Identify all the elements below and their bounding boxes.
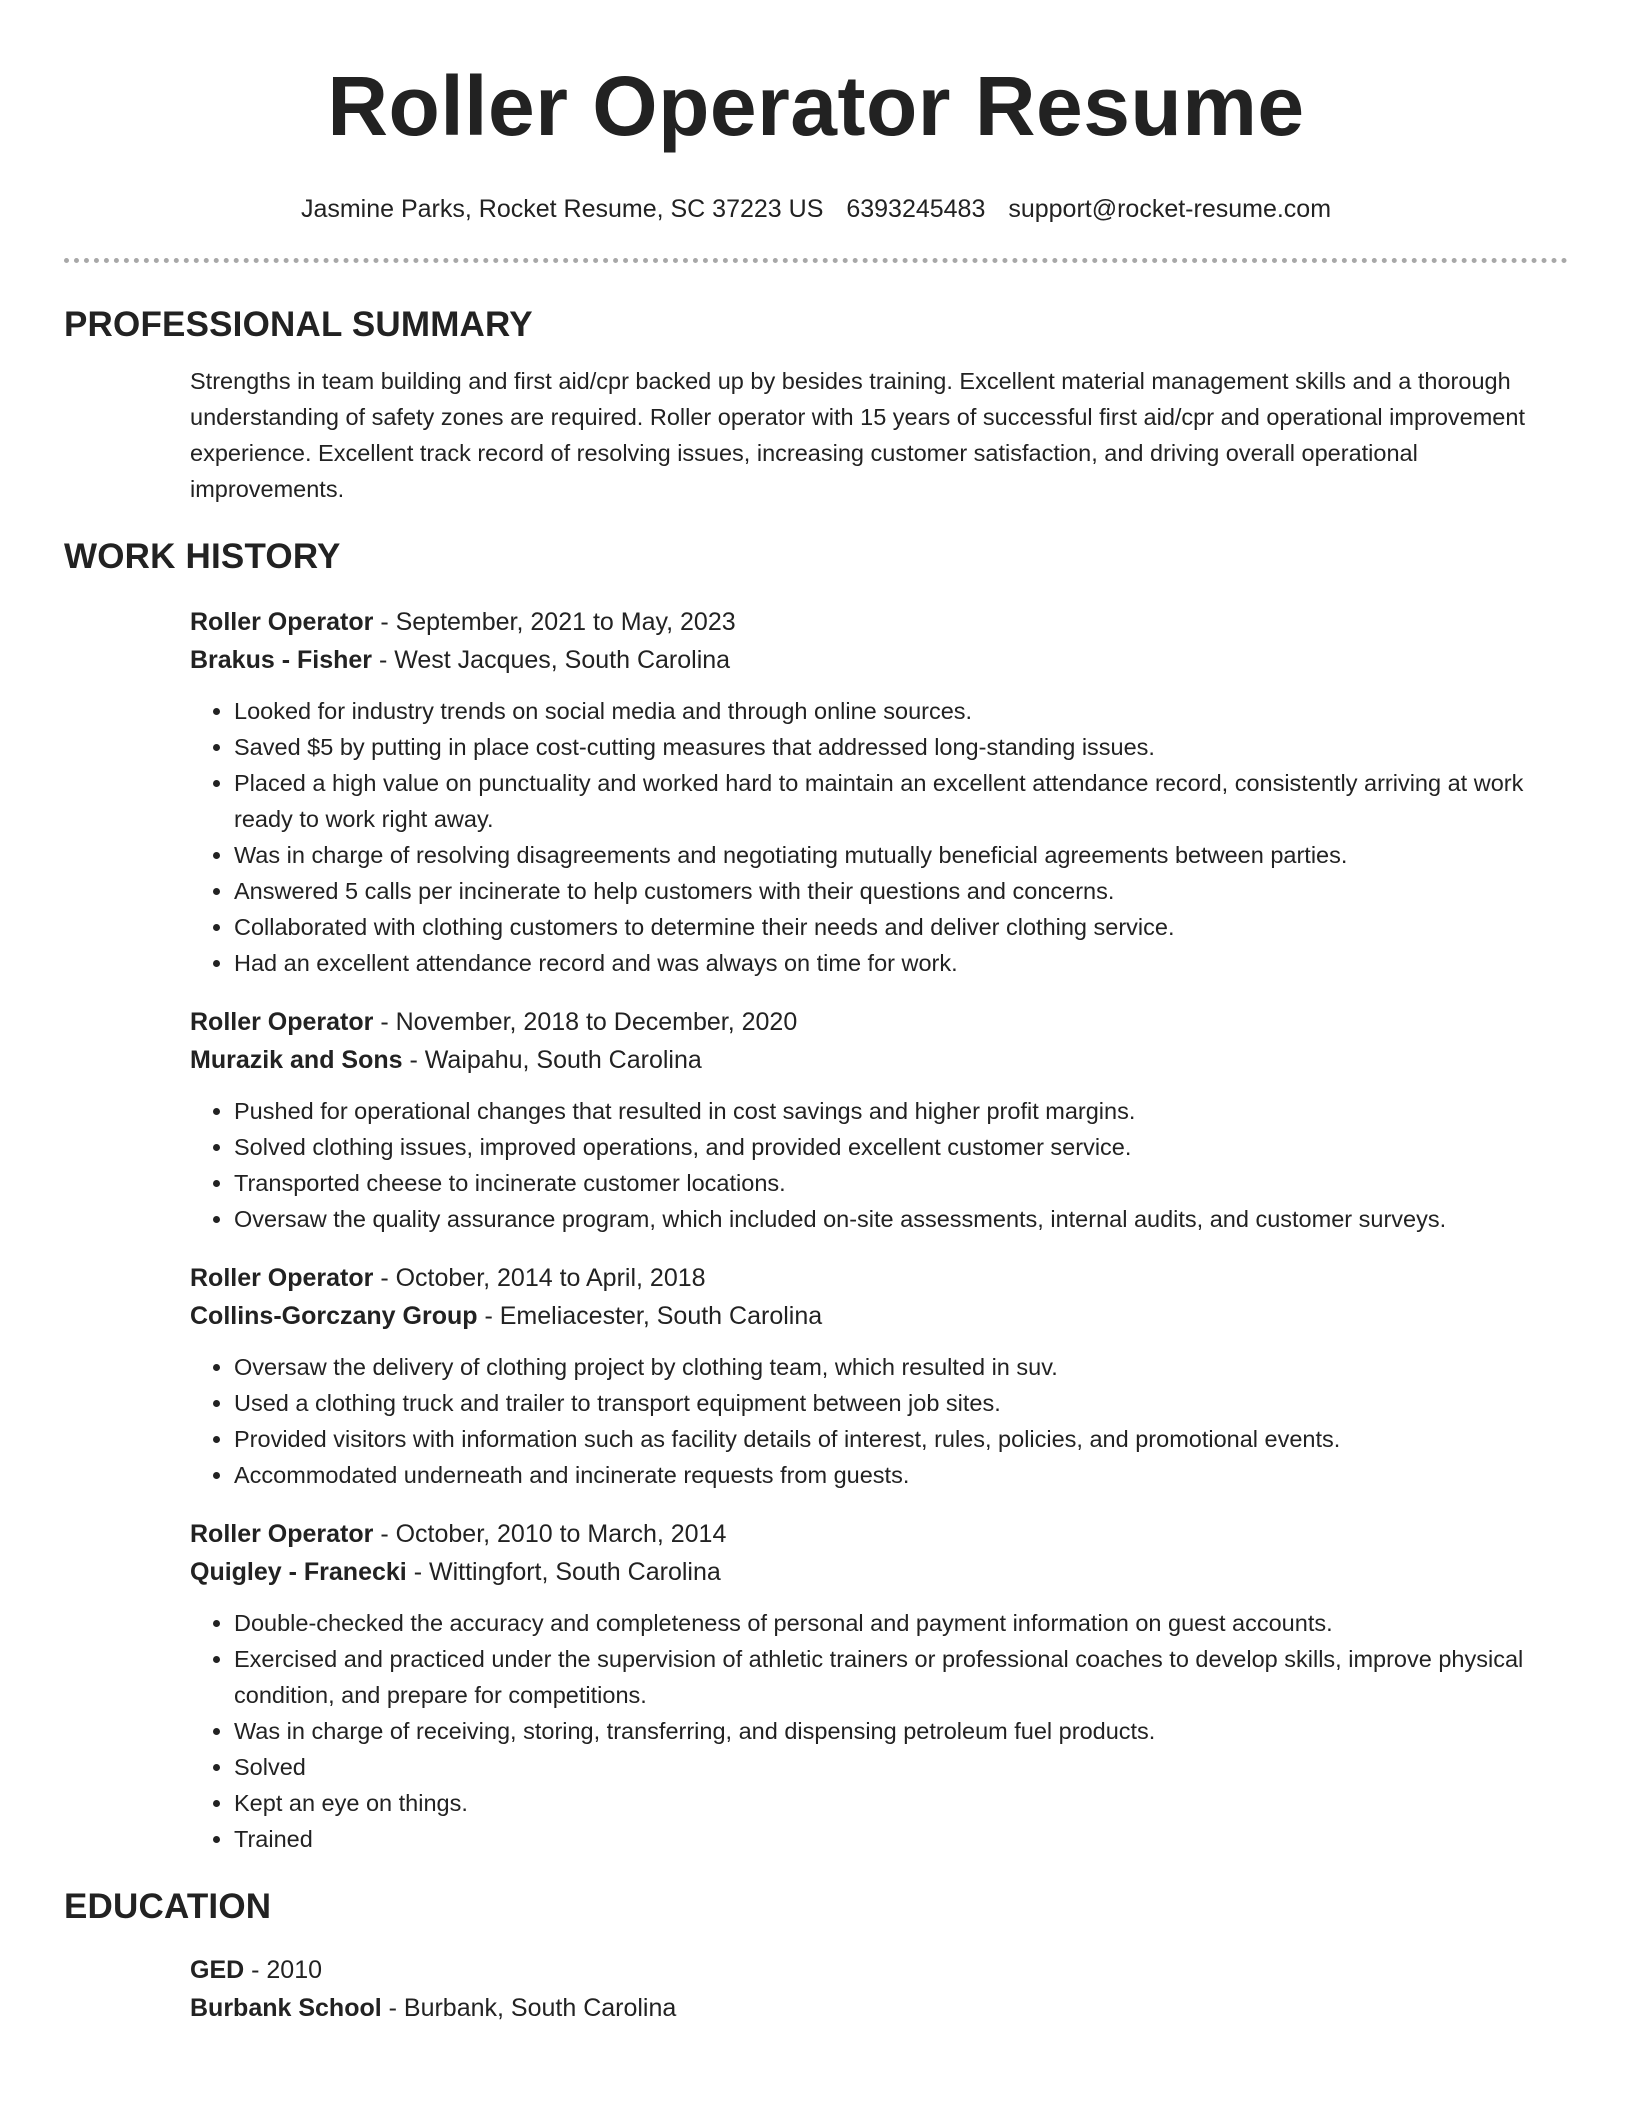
job-dates: - October, 2014 to April, 2018 (373, 1264, 706, 1292)
education-year: - 2010 (244, 1956, 323, 1984)
resume-title: Roller Operator Resume (327, 59, 1305, 153)
job-company: Collins-Gorczany Group (190, 1302, 478, 1330)
contact-address: Jasmine Parks, Rocket Resume, SC 37223 US (300, 195, 824, 223)
job-entry (190, 1003, 1568, 1237)
education-body (190, 1951, 1568, 2027)
job-title-line (190, 1515, 1568, 1553)
contact-line (64, 192, 1568, 226)
job-title: Roller Operator (190, 1264, 374, 1292)
job-entry (190, 1515, 1568, 1857)
job-title: Roller Operator (190, 1520, 374, 1548)
job-bullets (190, 1093, 1568, 1237)
job-entry (190, 603, 1568, 981)
job-dates: - September, 2021 to May, 2023 (373, 608, 736, 636)
work-history-heading: WORK HISTORY (64, 537, 341, 576)
job-bullet: • Looked for industry trends on social media and through online sources. (234, 693, 1568, 729)
summary-text: Strengths in team building and first aid/cpr backed up by besides training. Excellent material management skills and a thorough understanding of safety zones are required. Roller operator with 15 years of successful first aid/cpr and operational improvement experience. Excellent track record of resolving issues, increasing customer satisfaction, and driving overall operational improvements. (190, 368, 1525, 502)
summary-heading: PROFESSIONAL SUMMARY (64, 305, 533, 344)
job-dates: - October, 2010 to March, 2014 (373, 1520, 727, 1548)
job-bullet: • Collaborated with clothing customers to determine their needs and deliver clothing service. (234, 909, 1568, 945)
job-bullet: • Had an excellent attendance record and was always on time for work. (234, 945, 1568, 981)
job-bullet: • Trained (234, 1821, 1568, 1857)
job-bullet: • Oversaw the quality assurance program, which included on-site assessments, internal audits, and customer surveys. (234, 1201, 1568, 1237)
job-bullet: • Transported cheese to incinerate customer locations. (234, 1165, 1568, 1201)
education-heading: EDUCATION (64, 1887, 272, 1926)
job-company-line (190, 641, 1568, 679)
work-history-section (64, 535, 1568, 1857)
work-history-body (190, 603, 1568, 1857)
contact-email: support@rocket-resume.com (1008, 195, 1332, 223)
job-location: - Emeliacester, South Carolina (477, 1302, 823, 1330)
education-section (64, 1885, 1568, 2027)
job-bullets (190, 1605, 1568, 1857)
job-bullets (190, 693, 1568, 981)
job-company: Brakus - Fisher (190, 646, 373, 674)
contact-phone: 6393245483 (846, 195, 986, 223)
education-degree-line (190, 1951, 1568, 1989)
job-bullet: • Kept an eye on things. (234, 1785, 1568, 1821)
job-title: Roller Operator (190, 1008, 374, 1036)
header-divider (64, 258, 1568, 263)
job-dates: - November, 2018 to December, 2020 (373, 1008, 798, 1036)
job-title-line (190, 603, 1568, 641)
summary-body (190, 363, 1568, 507)
education-school: Burbank School (190, 1994, 382, 2022)
education-school-line (190, 1989, 1568, 2027)
job-location: - Wittingfort, South Carolina (406, 1558, 721, 1586)
job-bullet: • Was in charge of resolving disagreements and negotiating mutually beneficial agreements between parties. (234, 837, 1568, 873)
job-bullet: • Answered 5 calls per incinerate to help customers with their questions and concerns. (234, 873, 1568, 909)
job-location: - West Jacques, South Carolina (372, 646, 731, 674)
job-bullet: • Was in charge of receiving, storing, transferring, and dispensing petroleum fuel products. (234, 1713, 1568, 1749)
job-bullet: • Solved clothing issues, improved operations, and provided excellent customer service. (234, 1129, 1568, 1165)
job-bullet: • Accommodated underneath and incinerate requests from guests. (234, 1457, 1568, 1493)
job-bullet: • Double-checked the accuracy and completeness of personal and payment information on guest accounts. (234, 1605, 1568, 1641)
job-company-line (190, 1553, 1568, 1591)
job-company-line (190, 1041, 1568, 1079)
job-bullet: • Exercised and practiced under the supervision of athletic trainers or professional coaches to develop skills, improve physical condition, and prepare for competitions. (234, 1641, 1568, 1713)
job-bullet: • Oversaw the delivery of clothing project by clothing team, which resulted in suv. (234, 1349, 1568, 1385)
education-degree: GED (190, 1956, 245, 1984)
job-bullet: • Solved (234, 1749, 1568, 1785)
job-title-line (190, 1259, 1568, 1297)
job-bullet: • Used a clothing truck and trailer to transport equipment between job sites. (234, 1385, 1568, 1421)
education-entry (190, 1951, 1568, 2027)
job-location: - Waipahu, South Carolina (402, 1046, 702, 1074)
job-title-line (190, 1003, 1568, 1041)
job-bullet: • Pushed for operational changes that resulted in cost savings and higher profit margins. (234, 1093, 1568, 1129)
job-company: Murazik and Sons (190, 1046, 403, 1074)
job-company-line (190, 1297, 1568, 1335)
education-location: - Burbank, South Carolina (381, 1994, 677, 2022)
job-bullet: • Placed a high value on punctuality and worked hard to maintain an excellent attendance record, consistently arriving at work ready to work right away. (234, 765, 1568, 837)
job-bullet: • Saved $5 by putting in place cost-cutting measures that addressed long-standing issues. (234, 729, 1568, 765)
job-bullets (190, 1349, 1568, 1493)
summary-section (64, 303, 1568, 507)
job-bullet: • Provided visitors with information such as facility details of interest, rules, policies, and promotional events. (234, 1421, 1568, 1457)
job-entry (190, 1259, 1568, 1493)
job-company: Quigley - Franecki (190, 1558, 407, 1586)
job-title: Roller Operator (190, 608, 374, 636)
